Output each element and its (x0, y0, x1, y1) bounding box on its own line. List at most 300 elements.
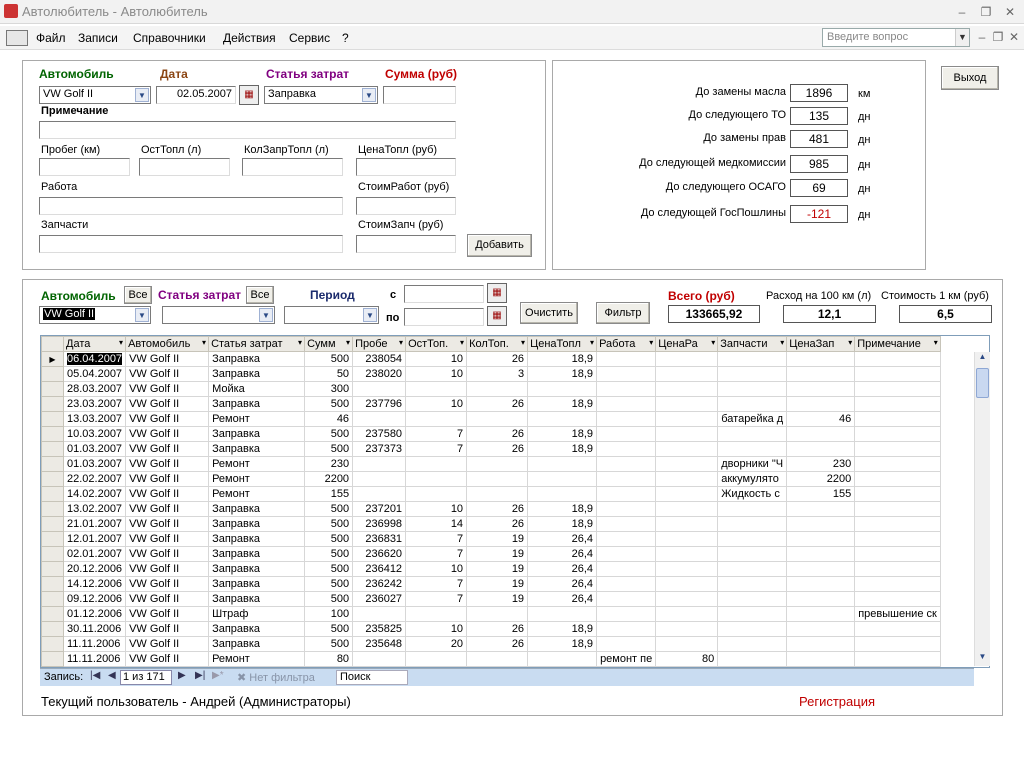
column-header[interactable] (855, 337, 941, 352)
column-header[interactable] (467, 337, 528, 352)
table-cell[interactable]: Заправка (209, 397, 305, 412)
table-cell[interactable] (467, 457, 528, 472)
doc-close-icon[interactable]: ✕ (1008, 30, 1020, 44)
table-cell[interactable]: Мойка (209, 382, 305, 397)
table-cell[interactable]: ремонт пе (597, 652, 656, 667)
table-cell[interactable] (855, 622, 941, 637)
table-cell[interactable]: VW Golf II (126, 487, 209, 502)
table-cell[interactable]: Ремонт (209, 412, 305, 427)
table-row[interactable] (42, 487, 941, 502)
table-cell[interactable]: VW Golf II (126, 652, 209, 667)
table-cell[interactable] (855, 472, 941, 487)
table-cell[interactable] (855, 577, 941, 592)
table-cell[interactable] (467, 472, 528, 487)
table-cell[interactable] (597, 532, 656, 547)
select-all-cell[interactable] (42, 337, 64, 352)
table-cell[interactable] (718, 607, 787, 622)
table-cell[interactable]: 80 (305, 652, 353, 667)
table-cell[interactable]: VW Golf II (126, 352, 209, 367)
chevron-down-icon[interactable]: ▼ (363, 308, 377, 322)
table-cell[interactable] (855, 367, 941, 382)
parts-input[interactable] (39, 235, 343, 253)
records-grid[interactable] (40, 335, 990, 668)
sort-dropdown-icon[interactable]: ▾ (780, 338, 785, 347)
minimize-icon[interactable]: – (958, 5, 966, 19)
work-cost-input[interactable] (356, 197, 456, 215)
table-cell[interactable] (656, 517, 718, 532)
table-cell[interactable] (406, 457, 467, 472)
table-cell[interactable]: 18,9 (528, 427, 597, 442)
calendar-icon[interactable]: ▦ (487, 283, 507, 303)
filter-button[interactable]: Фильтр (596, 302, 650, 324)
table-cell[interactable] (787, 442, 855, 457)
table-cell[interactable]: VW Golf II (126, 562, 209, 577)
table-cell[interactable] (787, 502, 855, 517)
entry-sum-input[interactable] (383, 86, 456, 104)
next-record-icon[interactable]: ▶ (178, 670, 186, 681)
table-cell[interactable] (718, 397, 787, 412)
table-cell[interactable] (406, 607, 467, 622)
scroll-down-icon[interactable]: ▼ (978, 652, 987, 661)
table-cell[interactable]: 13.03.2007 (64, 412, 126, 427)
table-cell[interactable]: 19 (467, 577, 528, 592)
table-row[interactable] (42, 637, 941, 652)
table-cell[interactable]: Заправка (209, 622, 305, 637)
table-row[interactable] (42, 412, 941, 427)
table-cell[interactable]: 2200 (305, 472, 353, 487)
table-row[interactable] (42, 592, 941, 607)
table-cell[interactable] (718, 427, 787, 442)
menu-service[interactable]: Сервис (289, 31, 331, 45)
table-cell[interactable]: 7 (406, 592, 467, 607)
table-cell[interactable]: 10 (406, 397, 467, 412)
table-cell[interactable] (406, 472, 467, 487)
table-cell[interactable]: 18,9 (528, 397, 597, 412)
table-cell[interactable] (528, 472, 597, 487)
column-header[interactable] (64, 337, 126, 352)
table-cell[interactable]: 238020 (353, 367, 406, 382)
table-cell[interactable]: 500 (305, 547, 353, 562)
sort-dropdown-icon[interactable]: ▾ (848, 338, 853, 347)
table-cell[interactable]: Заправка (209, 532, 305, 547)
table-cell[interactable] (597, 397, 656, 412)
table-cell[interactable]: 26,4 (528, 592, 597, 607)
column-header[interactable] (305, 337, 353, 352)
menu-records[interactable]: Записи (78, 31, 118, 45)
table-cell[interactable] (718, 352, 787, 367)
table-cell[interactable]: 155 (305, 487, 353, 502)
column-header[interactable] (718, 337, 787, 352)
table-cell[interactable]: 18,9 (528, 622, 597, 637)
table-cell[interactable] (597, 562, 656, 577)
table-cell[interactable]: 500 (305, 442, 353, 457)
row-selector[interactable] (42, 532, 64, 547)
sort-dropdown-icon[interactable]: ▾ (399, 338, 404, 347)
row-selector[interactable] (42, 442, 64, 457)
chevron-down-icon[interactable]: ▼ (259, 308, 273, 322)
maximize-icon[interactable]: ❐ (980, 5, 992, 19)
table-cell[interactable]: 236242 (353, 577, 406, 592)
table-cell[interactable]: Ремонт (209, 457, 305, 472)
row-selector[interactable] (42, 562, 64, 577)
table-cell[interactable]: 18,9 (528, 517, 597, 532)
table-row[interactable] (42, 397, 941, 412)
row-selector[interactable]: ▶ (42, 352, 64, 367)
table-cell[interactable]: VW Golf II (126, 502, 209, 517)
table-cell[interactable] (597, 382, 656, 397)
table-cell[interactable] (353, 487, 406, 502)
table-cell[interactable] (855, 562, 941, 577)
table-cell[interactable] (597, 457, 656, 472)
table-cell[interactable]: Заправка (209, 637, 305, 652)
add-button[interactable]: Добавить (467, 234, 532, 257)
row-selector[interactable] (42, 427, 64, 442)
table-cell[interactable]: 300 (305, 382, 353, 397)
table-cell[interactable] (718, 577, 787, 592)
table-cell[interactable] (406, 652, 467, 667)
table-cell[interactable] (855, 502, 941, 517)
row-selector[interactable] (42, 472, 64, 487)
column-header[interactable] (656, 337, 718, 352)
table-row[interactable] (42, 547, 941, 562)
table-cell[interactable]: VW Golf II (126, 442, 209, 457)
note-input[interactable] (39, 121, 456, 139)
filter-category-select[interactable] (162, 306, 275, 324)
table-cell[interactable]: 28.03.2007 (64, 382, 126, 397)
table-row[interactable] (42, 352, 941, 367)
table-cell[interactable]: VW Golf II (126, 532, 209, 547)
table-cell[interactable] (597, 637, 656, 652)
table-cell[interactable]: VW Golf II (126, 607, 209, 622)
row-selector[interactable] (42, 652, 64, 667)
sort-dropdown-icon[interactable]: ▾ (933, 338, 938, 347)
table-cell[interactable]: VW Golf II (126, 592, 209, 607)
table-cell[interactable]: 22.02.2007 (64, 472, 126, 487)
table-cell[interactable]: 13.02.2007 (64, 502, 126, 517)
column-header[interactable] (209, 337, 305, 352)
table-cell[interactable] (597, 622, 656, 637)
table-cell[interactable] (467, 607, 528, 622)
table-cell[interactable]: дворники "Ч (718, 457, 787, 472)
table-cell[interactable]: 80 (656, 652, 718, 667)
table-cell[interactable]: VW Golf II (126, 427, 209, 442)
table-cell[interactable] (597, 367, 656, 382)
chevron-down-icon[interactable]: ▼ (135, 88, 149, 102)
table-cell[interactable]: VW Golf II (126, 397, 209, 412)
table-cell[interactable]: 20 (406, 637, 467, 652)
table-cell[interactable]: 18,9 (528, 367, 597, 382)
table-cell[interactable]: 2200 (787, 472, 855, 487)
table-cell[interactable] (855, 382, 941, 397)
table-cell[interactable]: 19 (467, 532, 528, 547)
sort-dropdown-icon[interactable]: ▾ (346, 338, 351, 347)
table-cell[interactable]: Заправка (209, 577, 305, 592)
row-selector[interactable] (42, 637, 64, 652)
table-cell[interactable] (353, 412, 406, 427)
table-cell[interactable] (787, 622, 855, 637)
entry-category-select[interactable] (264, 86, 378, 104)
table-cell[interactable] (597, 487, 656, 502)
table-cell[interactable]: VW Golf II (126, 637, 209, 652)
row-selector[interactable] (42, 592, 64, 607)
table-row[interactable] (42, 502, 941, 517)
table-cell[interactable] (467, 382, 528, 397)
table-cell[interactable] (656, 382, 718, 397)
table-row[interactable] (42, 652, 941, 667)
table-cell[interactable] (597, 607, 656, 622)
table-cell[interactable] (353, 382, 406, 397)
table-cell[interactable]: VW Golf II (126, 517, 209, 532)
table-cell[interactable]: 236998 (353, 517, 406, 532)
column-header[interactable] (406, 337, 467, 352)
table-cell[interactable]: 50 (305, 367, 353, 382)
table-row[interactable] (42, 382, 941, 397)
table-cell[interactable] (855, 652, 941, 667)
table-cell[interactable]: 500 (305, 427, 353, 442)
row-selector[interactable] (42, 487, 64, 502)
table-cell[interactable] (656, 502, 718, 517)
table-cell[interactable] (353, 652, 406, 667)
table-cell[interactable]: Жидкость с (718, 487, 787, 502)
table-cell[interactable] (656, 472, 718, 487)
row-selector[interactable] (42, 457, 64, 472)
table-cell[interactable]: VW Golf II (126, 472, 209, 487)
table-cell[interactable]: 12.01.2007 (64, 532, 126, 547)
table-cell[interactable]: 14.12.2006 (64, 577, 126, 592)
filter-car-all-button[interactable]: Все (124, 286, 152, 304)
table-cell[interactable]: 100 (305, 607, 353, 622)
table-cell[interactable]: 500 (305, 562, 353, 577)
table-cell[interactable]: 05.04.2007 (64, 367, 126, 382)
table-cell[interactable]: 19 (467, 592, 528, 607)
table-cell[interactable]: 46 (787, 412, 855, 427)
table-cell[interactable] (718, 382, 787, 397)
table-cell[interactable]: VW Golf II (126, 547, 209, 562)
table-cell[interactable] (597, 427, 656, 442)
table-cell[interactable]: 01.12.2006 (64, 607, 126, 622)
doc-minimize-icon[interactable]: – (978, 30, 986, 44)
table-cell[interactable]: 500 (305, 352, 353, 367)
table-cell[interactable]: 26 (467, 352, 528, 367)
table-cell[interactable] (528, 382, 597, 397)
parts-cost-input[interactable] (356, 235, 456, 253)
table-cell[interactable]: 09.12.2006 (64, 592, 126, 607)
table-cell[interactable]: 11.11.2006 (64, 652, 126, 667)
filter-period-select[interactable] (284, 306, 379, 324)
work-input[interactable] (39, 197, 343, 215)
table-cell[interactable] (656, 367, 718, 382)
table-cell[interactable]: 7 (406, 442, 467, 457)
table-cell[interactable] (718, 502, 787, 517)
table-cell[interactable]: 237580 (353, 427, 406, 442)
table-cell[interactable]: Заправка (209, 592, 305, 607)
table-cell[interactable] (718, 367, 787, 382)
table-row[interactable] (42, 622, 941, 637)
search-input[interactable]: Поиск (336, 670, 408, 685)
table-cell[interactable] (597, 412, 656, 427)
row-selector[interactable] (42, 607, 64, 622)
table-cell[interactable]: 26 (467, 622, 528, 637)
sort-dropdown-icon[interactable]: ▾ (649, 338, 654, 347)
table-cell[interactable] (718, 652, 787, 667)
table-cell[interactable] (467, 652, 528, 667)
vertical-scrollbar[interactable] (974, 352, 990, 666)
table-cell[interactable]: VW Golf II (126, 412, 209, 427)
table-cell[interactable]: 26 (467, 517, 528, 532)
table-cell[interactable]: 155 (787, 487, 855, 502)
table-cell[interactable]: 14.02.2007 (64, 487, 126, 502)
table-cell[interactable]: VW Golf II (126, 382, 209, 397)
calendar-icon[interactable]: ▦ (239, 85, 259, 105)
table-cell[interactable]: 500 (305, 502, 353, 517)
table-cell[interactable] (787, 382, 855, 397)
table-cell[interactable] (855, 637, 941, 652)
table-cell[interactable]: 26,4 (528, 532, 597, 547)
table-cell[interactable]: VW Golf II (126, 577, 209, 592)
table-cell[interactable]: 26,4 (528, 562, 597, 577)
table-cell[interactable] (656, 352, 718, 367)
table-cell[interactable] (718, 532, 787, 547)
menu-help[interactable]: ? (342, 31, 349, 45)
chevron-down-icon[interactable]: ▼ (362, 88, 376, 102)
table-cell[interactable] (597, 577, 656, 592)
table-cell[interactable] (656, 487, 718, 502)
table-cell[interactable]: 26 (467, 502, 528, 517)
table-cell[interactable]: 10 (406, 622, 467, 637)
table-cell[interactable]: Ремонт (209, 652, 305, 667)
table-row[interactable] (42, 457, 941, 472)
table-cell[interactable]: Ремонт (209, 472, 305, 487)
filter-category-all-button[interactable]: Все (246, 286, 274, 304)
table-cell[interactable] (787, 652, 855, 667)
table-cell[interactable]: 500 (305, 517, 353, 532)
table-row[interactable] (42, 577, 941, 592)
table-cell[interactable]: VW Golf II (126, 367, 209, 382)
table-cell[interactable] (656, 397, 718, 412)
table-cell[interactable]: 01.03.2007 (64, 442, 126, 457)
table-cell[interactable] (855, 487, 941, 502)
entry-car-select[interactable] (39, 86, 151, 104)
table-row[interactable] (42, 442, 941, 457)
table-cell[interactable] (718, 622, 787, 637)
table-cell[interactable]: Заправка (209, 547, 305, 562)
table-cell[interactable] (787, 562, 855, 577)
table-cell[interactable] (597, 442, 656, 457)
table-cell[interactable]: аккумулято (718, 472, 787, 487)
sort-dropdown-icon[interactable]: ▾ (711, 338, 716, 347)
table-cell[interactable]: 10 (406, 502, 467, 517)
table-cell[interactable]: 30.11.2006 (64, 622, 126, 637)
calendar-icon[interactable]: ▦ (487, 306, 507, 326)
table-row[interactable] (42, 607, 941, 622)
table-cell[interactable]: Заправка (209, 367, 305, 382)
table-cell[interactable]: 20.12.2006 (64, 562, 126, 577)
table-cell[interactable]: Заправка (209, 442, 305, 457)
table-cell[interactable] (656, 457, 718, 472)
table-cell[interactable]: 236831 (353, 532, 406, 547)
table-cell[interactable]: VW Golf II (126, 457, 209, 472)
table-cell[interactable]: 7 (406, 577, 467, 592)
table-cell[interactable] (597, 517, 656, 532)
table-cell[interactable]: Заправка (209, 517, 305, 532)
filter-to-input[interactable] (404, 308, 484, 326)
row-selector[interactable] (42, 622, 64, 637)
filter-from-input[interactable] (404, 285, 484, 303)
table-cell[interactable] (656, 442, 718, 457)
table-cell[interactable] (353, 457, 406, 472)
table-cell[interactable] (528, 652, 597, 667)
table-cell[interactable]: 21.01.2007 (64, 517, 126, 532)
table-cell[interactable] (656, 607, 718, 622)
table-cell[interactable]: 18,9 (528, 352, 597, 367)
row-selector[interactable] (42, 382, 64, 397)
table-row[interactable] (42, 472, 941, 487)
table-cell[interactable]: 500 (305, 622, 353, 637)
row-selector[interactable] (42, 397, 64, 412)
table-cell[interactable]: Заправка (209, 562, 305, 577)
table-cell[interactable] (855, 517, 941, 532)
table-cell[interactable]: 18,9 (528, 442, 597, 457)
column-header[interactable] (597, 337, 656, 352)
table-row[interactable] (42, 562, 941, 577)
prev-record-icon[interactable]: ◀ (108, 670, 116, 681)
table-cell[interactable] (855, 397, 941, 412)
table-cell[interactable]: 10.03.2007 (64, 427, 126, 442)
last-record-icon[interactable]: ▶| (195, 670, 206, 681)
column-header[interactable] (787, 337, 855, 352)
table-cell[interactable] (855, 532, 941, 547)
table-cell[interactable]: 10 (406, 562, 467, 577)
fuel-left-input[interactable] (139, 158, 230, 176)
row-selector[interactable] (42, 517, 64, 532)
table-cell[interactable]: 10 (406, 352, 467, 367)
row-selector[interactable] (42, 577, 64, 592)
clear-button[interactable]: Очистить (520, 302, 578, 324)
row-selector[interactable] (42, 367, 64, 382)
table-cell[interactable] (855, 352, 941, 367)
table-cell[interactable] (656, 532, 718, 547)
table-cell[interactable]: 18,9 (528, 502, 597, 517)
table-cell[interactable] (528, 412, 597, 427)
table-row[interactable] (42, 427, 941, 442)
table-cell[interactable] (528, 487, 597, 502)
record-position[interactable]: 1 из 171 (120, 670, 172, 685)
table-cell[interactable]: 500 (305, 397, 353, 412)
table-cell[interactable]: 230 (787, 457, 855, 472)
table-row[interactable] (42, 517, 941, 532)
table-cell[interactable] (787, 517, 855, 532)
column-header[interactable] (528, 337, 597, 352)
table-cell[interactable] (855, 442, 941, 457)
table-cell[interactable] (718, 517, 787, 532)
table-cell[interactable] (787, 547, 855, 562)
table-row[interactable] (42, 367, 941, 382)
table-cell[interactable] (353, 607, 406, 622)
table-cell[interactable]: 19 (467, 547, 528, 562)
table-cell[interactable]: 237201 (353, 502, 406, 517)
table-cell[interactable]: Ремонт (209, 487, 305, 502)
entry-date-input[interactable]: 02.05.2007 (156, 86, 236, 104)
table-cell[interactable] (718, 592, 787, 607)
doc-restore-icon[interactable]: ❐ (992, 30, 1004, 44)
filter-car-select[interactable] (39, 306, 151, 324)
exit-button[interactable]: Выход (941, 66, 999, 90)
table-cell[interactable]: 7 (406, 532, 467, 547)
table-cell[interactable] (597, 592, 656, 607)
table-cell[interactable] (597, 502, 656, 517)
table-cell[interactable] (467, 412, 528, 427)
first-record-icon[interactable]: |◀ (90, 670, 101, 681)
